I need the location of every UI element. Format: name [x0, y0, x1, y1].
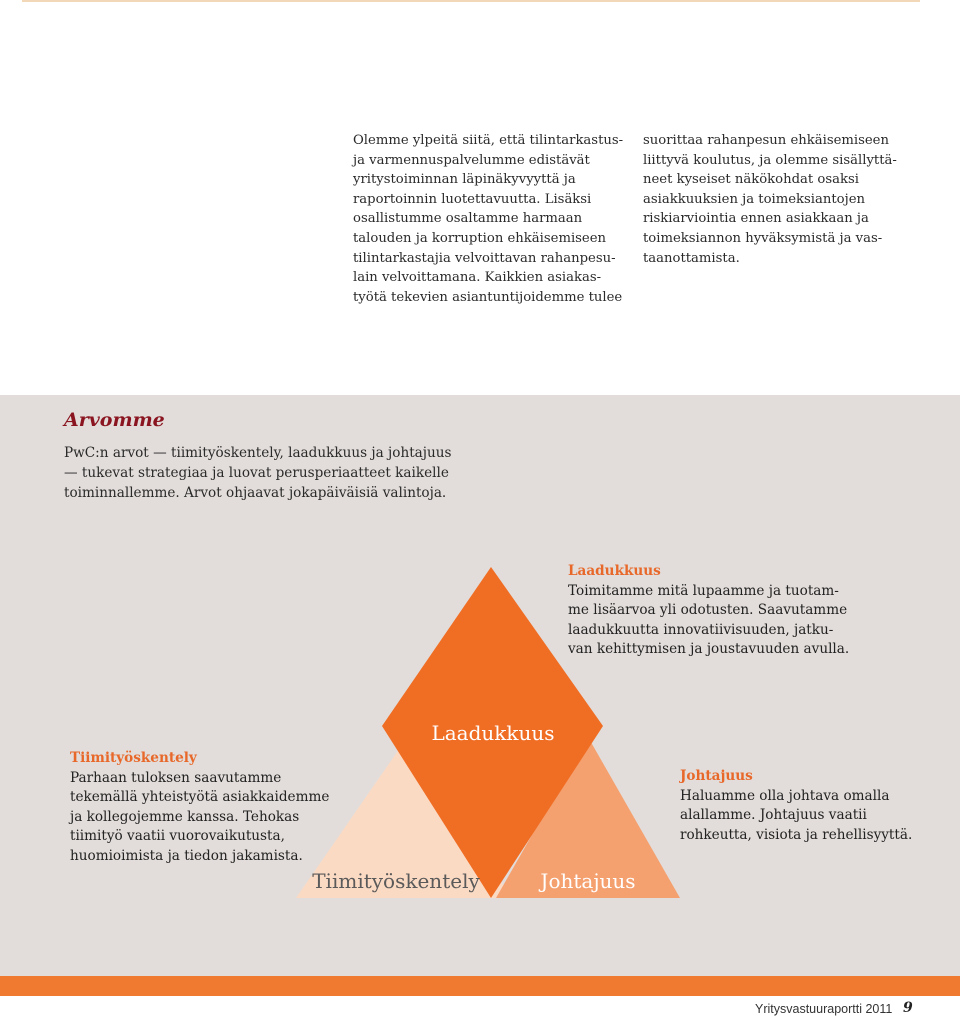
value-quality-block [568, 562, 868, 660]
footer-report-title: Yritysvastuuraportti 2011 [755, 1002, 893, 1016]
value-team-title: Tiimityöskentely [70, 750, 197, 766]
diagram-label-team: Tiimityöskentely [312, 869, 480, 893]
value-leadership-text: Haluamme olla johtava omalla alallamme. Johtajuus vaatii rohkeutta, visiota ja rehellisyyttä. [680, 787, 913, 843]
footer-color-bar [0, 976, 960, 996]
diagram-label-quality: Laadukkuus [431, 721, 555, 745]
diagram-label-leadership: Johtajuus [540, 869, 636, 893]
value-quality-text: Toimitamme mitä lupaamme ja tuotam- me lisäarvoa yli odotusten. Saavutamme laadukkuutta innovatiivisuuden, jatku- van kehittymisen ja joustavuuden avulla. [568, 582, 850, 657]
value-leadership-block [680, 767, 940, 845]
values-heading: Arvomme [64, 409, 165, 431]
intro-text-right: suorittaa rahanpesun ehkäisemiseen liittyvä koulutus, ja olemme sisällyttä- neet kyseiset näkökohdat osaksi asiakkuuksien ja toimeksiantojen riskiarviointia ennen asiakkaan ja toimeksiannon hyväksymistä ja vas- taanottamista. [643, 133, 897, 266]
footer-page-number: 9 [903, 1000, 913, 1016]
value-quality-title: Laadukkuus [568, 563, 661, 579]
value-team-text: Parhaan tuloksen saavutamme tekemällä yhteistyötä asiakkaidemme ja kollegojemme kanssa. Tehokas tiimityö vaatii vuorovaikutusta, huomioimista ja tiedon jakamista. [70, 769, 330, 864]
values-intro-text: PwC:n arvot — tiimityöskentely, laadukkuus ja johtajuus — tukevat strategiaa ja luovat perusperiaatteet kaikelle toiminnallemme. Arvot ohjaavat jokapäiväisiä valintoja. [64, 445, 452, 501]
value-team-block [70, 749, 340, 866]
value-leadership-title: Johtajuus [680, 768, 753, 784]
intro-text-left: Olemme ylpeitä siitä, että tilintarkastus- ja varmennuspalvelumme edistävät yritystoiminnan läpinäkyvyyttä ja raportoinnin luotettavuutta. Lisäksi osallistumme osaltamme harmaan talouden ja korruption ehkäisemiseen tilintarkastajia velvoittavan rahanpesu- lain velvoittamana. Kaikkien asiakas- työtä tekevien asiantuntijoidemme tulee [353, 133, 624, 305]
